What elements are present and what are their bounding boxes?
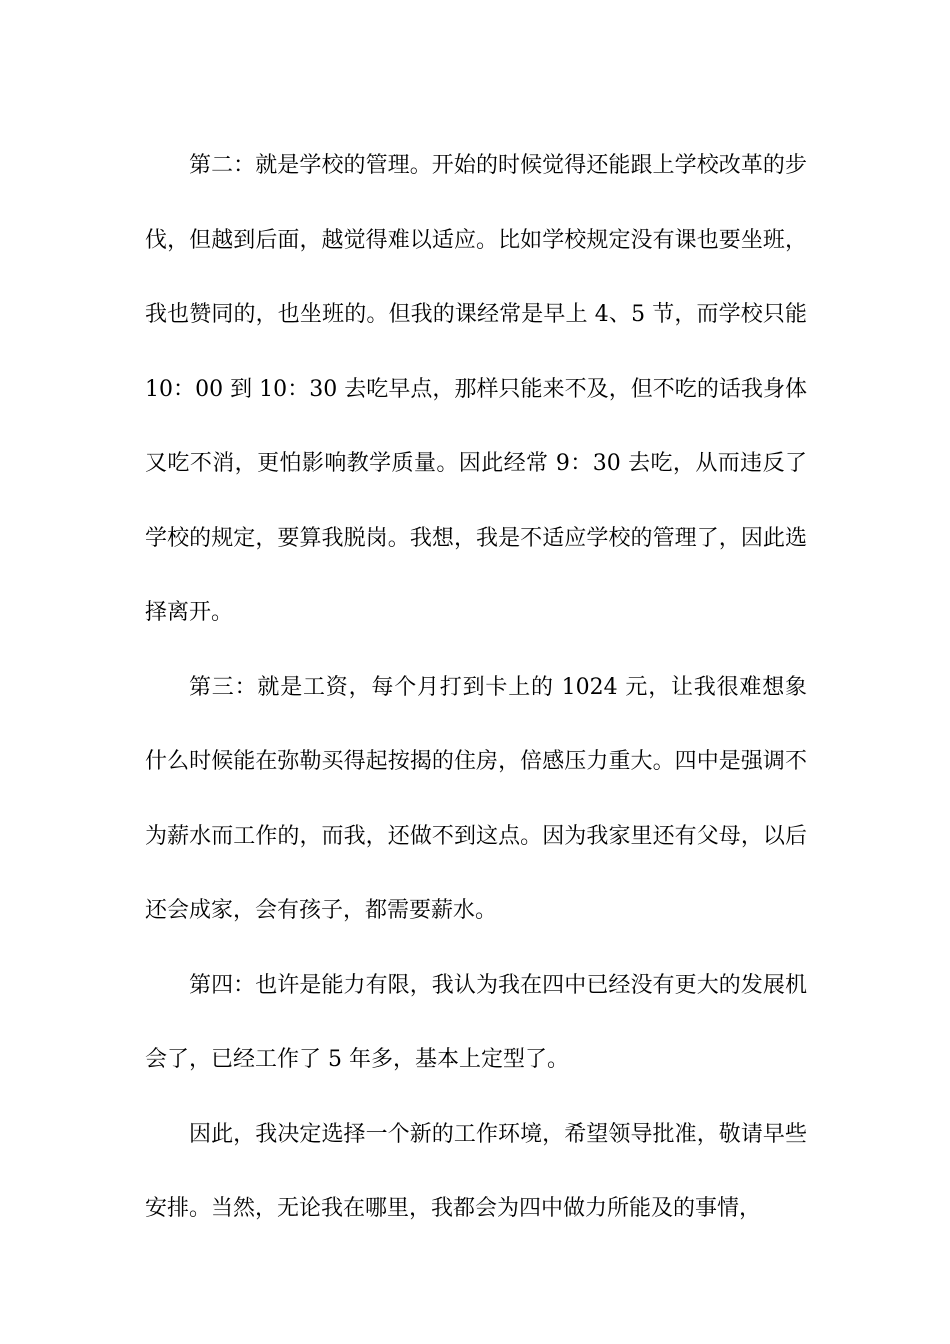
paragraph-decision: 因此，我决定选择一个新的工作环境，希望领导批准，敬请早些安排。当然，无论我在哪里，我都会为四中做力所能及的事情， — [145, 1121, 807, 1221]
paragraph-development: 第四：也许是能力有限，我认为我在四中已经没有更大的发展机会了，已经工作了 5 年多，基本上定型了。 — [145, 972, 807, 1072]
paragraph-salary: 第三：就是工资，每个月打到卡上的 1024 元，让我很难想象什么时候能在弥勒买得起按揭的住房，倍感压力重大。四中是强调不为薪水而工作的，而我，还做不到这点。因为我家里还有父母，以后还会成家，会有孩子，都需要薪水。 — [145, 674, 807, 923]
document-body — [145, 129, 807, 1247]
paragraph-management: 第二：就是学校的管理。开始的时候觉得还能跟上学校改革的步伐，但越到后面，越觉得难以适应。比如学校规定没有课也要坐班，我也赞同的，也坐班的。但我的课经常是早上 4、5 节，而学校只能 10：00 到 10：30 去吃早点，那样只能来不及，但不吃的话我身体又吃不消，更怕影响教学质量。因此经常 9：30 去吃，从而违反了学校的规定，要算我脱岗。我想，我是不适应学校的管理了，因此选择离开。 — [145, 153, 807, 625]
